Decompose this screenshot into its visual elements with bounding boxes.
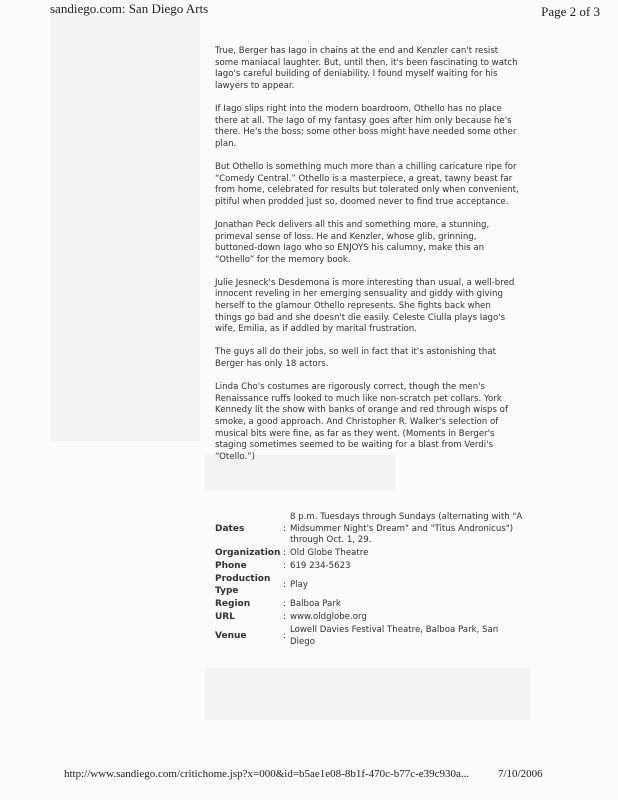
article-paragraph: Jonathan Peck delivers all this and something more, a stunning, primeval sense of loss. He and Kenzler, whose glib, grinning, buttoned-down Iago who so ENJOYS his calumny, make this an “Othello” for the memory book.	[215, 219, 490, 265]
site-title: sandiego.com: San Diego Arts	[50, 1, 209, 16]
article-paragraph: The guys all do their jobs, so well in fact that it's astonishing that Berger has only 18 actors.	[215, 347, 497, 370]
info-row-dates: Dates : 8 p.m. Tuesdays through Sundays (alternating with "A Midsummer Night's Dream" and "Titus Andronicus") through Oct. 1, 29.	[215, 512, 523, 546]
info-row-phone: Phone : 619 234-5623	[215, 561, 351, 572]
article-paragraph: True, Berger has Iago in chains at the end and Kenzler can't resist some maniacal laughter. But, until then, it's been fascinating to watch Iago's careful building of deniability. I found myself waiting for his lawyers to appear.	[215, 46, 518, 91]
left-sidebar-panel	[50, 16, 200, 441]
bottom-box	[205, 668, 530, 720]
website-link[interactable]: www.oldglobe.org	[290, 612, 367, 623]
article-paragraph: But Othello is something much more than a chilling caricature ripe for “Comedy Central.” Othello is a masterpiece, a great, tawny beast far from home, celebrated for results but tolerated only when convenient, pitiful when prodded just so, doomed never to find true acceptance.	[215, 161, 519, 207]
info-row-organization: Organization : Old Globe Theatre	[215, 548, 369, 559]
event-info-table	[215, 512, 525, 650]
article-paragraph: Linda Cho's costumes are rigorously correct, though the men's Renaissance ruffs looked to much like non-scratch pet collars. York Kennedy lit the show with banks of orange and red through wisps of smoke, a good approach. And Christopher R. Walker's selection of musical bits were fine, as far as they went. (Moments in Berger's staging sometimes seemed to be waiting for a blast from Verdi's “Otello.”)	[215, 382, 508, 462]
footer-date: 7/10/2006	[498, 768, 543, 780]
page-number: Page 2 of 3	[541, 4, 600, 19]
article-paragraph: If Iago slips right into the modern boardroom, Othello has no place there at all. The Iago of my fantasy goes after him only because he's there. He's the boss; some other boss might have needed some other plan.	[215, 103, 517, 149]
footer-url: http://www.sandiego.com/critichome.jsp?x=000&id=b5ae1e08-8b1f-470c-b77c-e39c930a...	[64, 768, 470, 780]
article-paragraph: Julie Jesneck's Desdemona is more interesting than usual, a well-bred innocent reveling in her emerging sensuality and giddy with giving herself to the glamour Othello represents. She fights back when things go bad and she doesn't die easily. Celeste Ciulla plays Iago's wife, Emilia, as if addled by marital frustration.	[215, 277, 515, 335]
info-row-production-type: Production Type : Play	[215, 574, 308, 597]
article-body	[215, 46, 520, 475]
info-row-region: Region : Balboa Park	[215, 599, 341, 610]
info-row-url: URL : www.oldglobe.org	[215, 612, 525, 625]
info-row-venue: Venue : Lowell Davies Festival Theatre, Balboa Park, San Diego	[215, 625, 499, 647]
